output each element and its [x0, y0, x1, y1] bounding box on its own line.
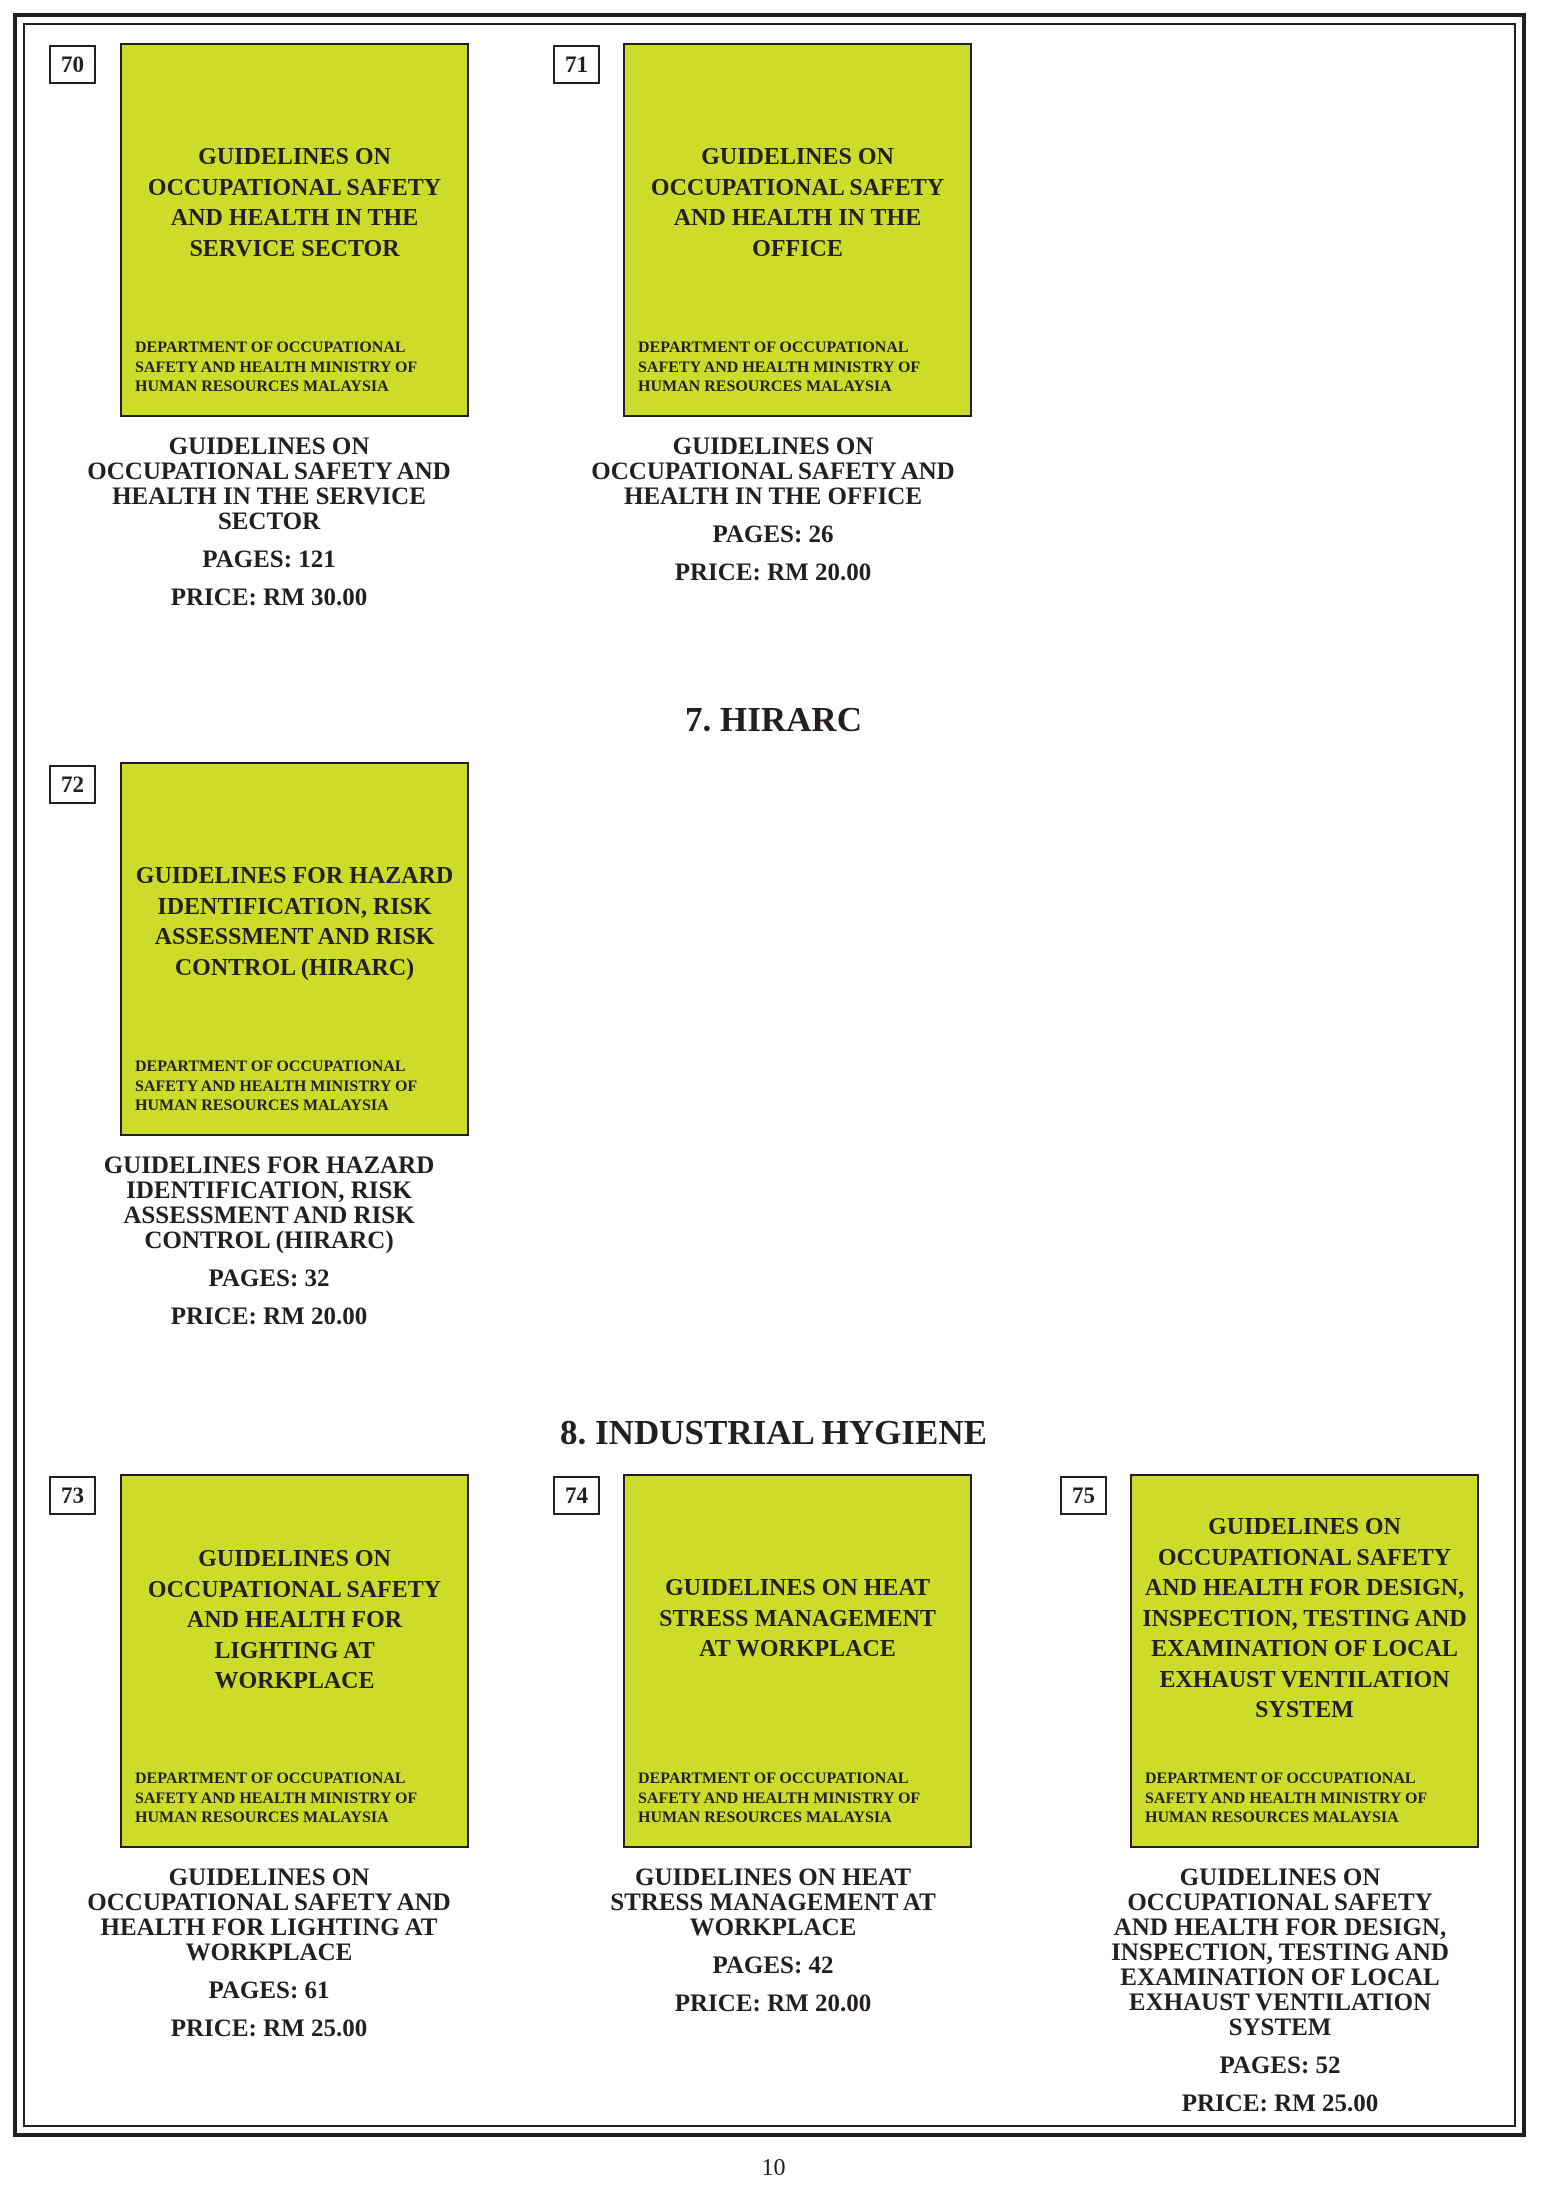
book-caption-74 — [553, 1865, 993, 2022]
caption-pages: PAGES: 42 — [712, 1952, 834, 1979]
cover-title: GUIDELINES ON OCCUPATIONAL SAFETY AND HEALTH FOR DESIGN, INSPECTION, TESTING AND EXAMINATION OF LOCAL EXHAUST VENTILATION SYSTEM — [1142, 1514, 1467, 1723]
book-caption-72 — [49, 1153, 489, 1335]
caption-title: GUIDELINES ON OCCUPATIONAL SAFETY AND HEALTH IN THE OFFICE — [591, 433, 955, 510]
book-caption-73 — [49, 1865, 489, 2047]
caption-title: GUIDELINES ON OCCUPATIONAL SAFETY AND HEALTH FOR DESIGN, INSPECTION, TESTING AND EXAMINATION OF LOCAL EXHAUST VENTILATION SYSTEM — [1111, 1864, 1449, 2041]
book-cover-71 — [623, 43, 972, 417]
cover-department: DEPARTMENT OF OCCUPATIONAL SAFETY AND HEALTH MINISTRY OF HUMAN RESOURCES MALAYSIA — [135, 1058, 418, 1114]
section-heading-hirarc: 7. HIRARC — [685, 700, 862, 739]
caption-pages: PAGES: 52 — [1219, 2052, 1341, 2079]
book-caption-70 — [49, 434, 489, 616]
cover-department: DEPARTMENT OF OCCUPATIONAL SAFETY AND HEALTH MINISTRY OF HUMAN RESOURCES MALAYSIA — [135, 339, 418, 395]
caption-price: PRICE: RM 25.00 — [1181, 2089, 1379, 2117]
section-heading-industrial-hygiene: 8. INDUSTRIAL HYGIENE — [560, 1413, 987, 1452]
caption-title: GUIDELINES ON HEAT STRESS MANAGEMENT AT WORKPLACE — [610, 1864, 936, 1941]
caption-title: GUIDELINES ON OCCUPATIONAL SAFETY AND HEALTH IN THE SERVICE SECTOR — [87, 433, 451, 535]
cover-department: DEPARTMENT OF OCCUPATIONAL SAFETY AND HEALTH MINISTRY OF HUMAN RESOURCES MALAYSIA — [638, 339, 921, 395]
item-number-73: 73 — [49, 1476, 96, 1515]
book-cover-73 — [120, 1474, 469, 1848]
book-caption-71 — [553, 434, 993, 591]
book-cover-72 — [120, 762, 469, 1136]
item-number-71: 71 — [553, 45, 600, 84]
cover-title: GUIDELINES ON OCCUPATIONAL SAFETY AND HEALTH IN THE SERVICE SECTOR — [147, 144, 442, 262]
book-cover-74 — [623, 1474, 972, 1848]
cover-department: DEPARTMENT OF OCCUPATIONAL SAFETY AND HEALTH MINISTRY OF HUMAN RESOURCES MALAYSIA — [1145, 1770, 1428, 1826]
item-number-70: 70 — [49, 45, 96, 84]
caption-pages: PAGES: 26 — [712, 521, 834, 548]
caption-pages: PAGES: 121 — [202, 546, 336, 573]
caption-price: PRICE: RM 20.00 — [674, 558, 872, 586]
caption-price: PRICE: RM 30.00 — [170, 583, 368, 611]
cover-title: GUIDELINES ON OCCUPATIONAL SAFETY AND HEALTH IN THE OFFICE — [650, 144, 945, 262]
item-number-74: 74 — [553, 1476, 600, 1515]
book-caption-75 — [1060, 1865, 1500, 2122]
cover-title: GUIDELINES ON HEAT STRESS MANAGEMENT AT WORKPLACE — [659, 1575, 936, 1662]
caption-pages: PAGES: 32 — [208, 1265, 330, 1292]
cover-department: DEPARTMENT OF OCCUPATIONAL SAFETY AND HEALTH MINISTRY OF HUMAN RESOURCES MALAYSIA — [638, 1770, 921, 1826]
caption-price: PRICE: RM 25.00 — [170, 2014, 368, 2042]
caption-pages: PAGES: 61 — [208, 1977, 330, 2004]
caption-price: PRICE: RM 20.00 — [674, 1989, 872, 2017]
cover-title: GUIDELINES FOR HAZARD IDENTIFICATION, RISK ASSESSMENT AND RISK CONTROL (HIRARC) — [135, 863, 454, 981]
caption-price: PRICE: RM 20.00 — [170, 1302, 368, 1330]
page-number: 10 — [761, 2155, 786, 2181]
cover-department: DEPARTMENT OF OCCUPATIONAL SAFETY AND HEALTH MINISTRY OF HUMAN RESOURCES MALAYSIA — [135, 1770, 418, 1826]
caption-title: GUIDELINES ON OCCUPATIONAL SAFETY AND HEALTH FOR LIGHTING AT WORKPLACE — [87, 1864, 451, 1966]
caption-title: GUIDELINES FOR HAZARD IDENTIFICATION, RISK ASSESSMENT AND RISK CONTROL (HIRARC) — [103, 1152, 435, 1254]
item-number-75: 75 — [1060, 1476, 1107, 1515]
cover-title: GUIDELINES ON OCCUPATIONAL SAFETY AND HEALTH FOR LIGHTING AT WORKPLACE — [147, 1546, 442, 1694]
book-cover-70 — [120, 43, 469, 417]
book-cover-75 — [1130, 1474, 1479, 1848]
item-number-72: 72 — [49, 765, 96, 804]
